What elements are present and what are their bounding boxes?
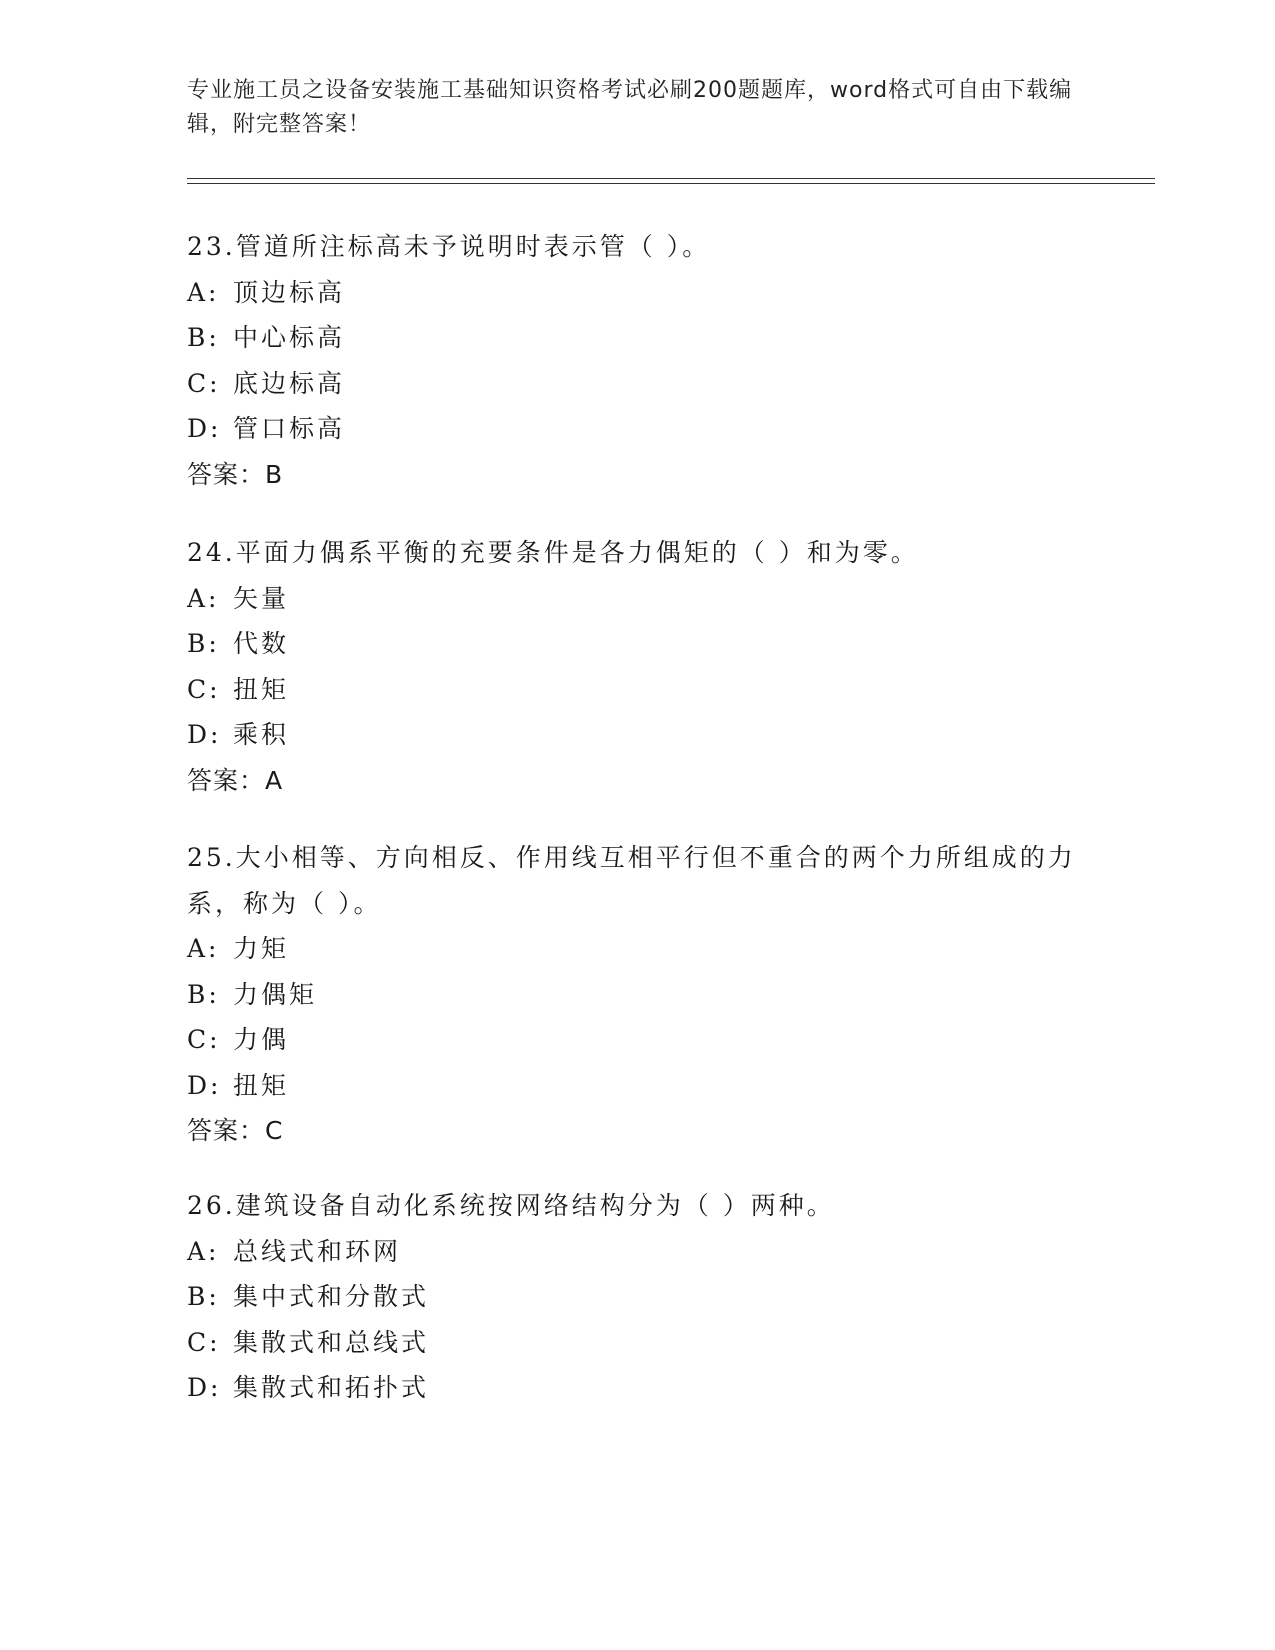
option-b bbox=[187, 1274, 1087, 1320]
option-text: 管口标高 bbox=[233, 414, 346, 443]
option-text: 顶边标高 bbox=[233, 277, 346, 307]
option-key: B: bbox=[187, 323, 220, 352]
option-d bbox=[187, 712, 1087, 758]
option-text: 集中式和分散式 bbox=[233, 1282, 430, 1311]
option-key: B: bbox=[187, 1282, 220, 1311]
option-key: A: bbox=[187, 934, 220, 963]
option-c bbox=[187, 1017, 1087, 1063]
document-header: 专业施工员之设备安装施工基础知识资格考试必刷200题题库，word格式可自由下载编辑，附完整答案！ bbox=[187, 78, 1073, 137]
option-c bbox=[187, 667, 1087, 713]
option-a bbox=[187, 576, 1087, 622]
header-divider-bottom bbox=[187, 183, 1155, 184]
question-24 bbox=[187, 530, 1087, 803]
option-key: A: bbox=[187, 277, 220, 307]
option-key: C: bbox=[187, 1025, 221, 1054]
option-c bbox=[187, 1320, 1087, 1366]
option-text: 力矩 bbox=[233, 934, 290, 963]
question-23 bbox=[187, 224, 1087, 497]
option-a bbox=[187, 1229, 1087, 1275]
option-key: D: bbox=[187, 720, 222, 749]
option-c bbox=[187, 361, 1087, 407]
option-a bbox=[187, 270, 1087, 316]
option-key: C: bbox=[187, 1327, 221, 1357]
answer-line: 答案：B bbox=[187, 459, 284, 489]
option-a bbox=[187, 926, 1087, 972]
option-key: A: bbox=[187, 1236, 220, 1266]
option-b bbox=[187, 315, 1087, 361]
question-stem: 24.平面力偶系平衡的充要条件是各力偶矩的（ ）和为零。 bbox=[187, 538, 919, 567]
option-key: C: bbox=[187, 368, 221, 398]
question-26 bbox=[187, 1183, 1087, 1411]
answer-line: 答案：A bbox=[187, 765, 284, 795]
header-divider-top bbox=[187, 178, 1155, 179]
answer-line: 答案：C bbox=[187, 1116, 284, 1145]
option-text: 矢量 bbox=[233, 583, 290, 613]
option-key: B: bbox=[187, 979, 220, 1009]
option-text: 中心标高 bbox=[233, 323, 346, 352]
option-text: 扭矩 bbox=[233, 1070, 290, 1100]
option-text: 力偶 bbox=[233, 1025, 290, 1054]
option-d bbox=[187, 406, 1087, 452]
option-key: D: bbox=[187, 1373, 222, 1402]
question-stem: 23.管道所注标高未予说明时表示管（ ）。 bbox=[187, 232, 711, 261]
option-key: B: bbox=[187, 629, 220, 658]
option-b bbox=[187, 972, 1087, 1018]
option-text: 力偶矩 bbox=[233, 979, 318, 1009]
option-text: 扭矩 bbox=[233, 674, 290, 704]
option-key: D: bbox=[187, 414, 222, 443]
option-text: 集散式和拓扑式 bbox=[233, 1373, 430, 1402]
option-d bbox=[187, 1063, 1087, 1109]
question-stem: 26.建筑设备自动化系统按网络结构分为（ ）两种。 bbox=[187, 1191, 835, 1220]
option-b bbox=[187, 621, 1087, 667]
option-text: 乘积 bbox=[233, 720, 290, 749]
option-text: 底边标高 bbox=[233, 368, 346, 398]
question-stem: 25.大小相等、方向相反、作用线互相平行但不重合的两个力所组成的力系，称为（ ）。 bbox=[187, 843, 1076, 918]
option-key: D: bbox=[187, 1070, 222, 1100]
option-text: 代数 bbox=[233, 629, 290, 658]
question-25 bbox=[187, 835, 1087, 1154]
option-text: 总线式和环网 bbox=[233, 1236, 402, 1266]
option-key: C: bbox=[187, 674, 221, 704]
option-text: 集散式和总线式 bbox=[233, 1327, 430, 1357]
option-d bbox=[187, 1365, 1087, 1411]
option-key: A: bbox=[187, 583, 220, 613]
